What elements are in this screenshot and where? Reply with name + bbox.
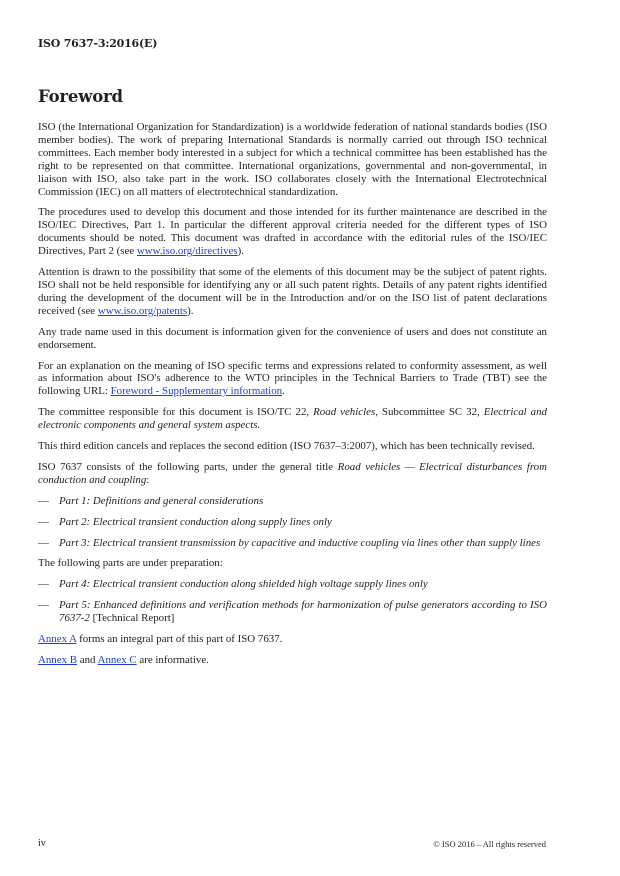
- paragraph-text: .: [282, 385, 285, 398]
- list-item-text: Part 1: Definitions and general considerations: [59, 494, 264, 507]
- parts-list: [38, 495, 547, 550]
- paragraph-conformity: [38, 360, 547, 399]
- paragraph-text: Attention is drawn to the possibility that some of the elements of this document may be the subject of patent rights. ISO shall not be held responsible for identifying any or all such patent rights. Details of any patent rights identified during the development of the document will be in the Introduction and/or on the ISO list of patent declarations received (see: [38, 266, 547, 317]
- paragraph-edition: This third edition cancels and replaces the second edition (ISO 7637–3:2007), which has been technically revised.: [38, 440, 535, 453]
- annex-c-link[interactable]: Annex C: [97, 654, 137, 666]
- list-item: [38, 537, 547, 550]
- paragraph-text: and: [77, 654, 98, 666]
- dash-bullet: —: [38, 536, 49, 549]
- paragraph-annex-bc: [38, 654, 547, 667]
- paragraph-text: ISO 7637 consists of the following parts, under the general title: [38, 460, 338, 473]
- dash-bullet: —: [38, 578, 49, 591]
- list-item: [38, 599, 547, 625]
- foreword-body: [38, 121, 547, 675]
- document-id-header: ISO 7637-3:2016(E): [38, 37, 158, 50]
- paragraph-patents: [38, 266, 547, 318]
- paragraph-text: For an explanation on the meaning of ISO specific terms and expressions related to conformity assessment, as well as information about ISO's adherence to the WTO principles in the Technical Barriers to Trade (TBT) see the following URL:: [38, 359, 547, 398]
- list-item-text: Part 2: Electrical transient conduction along supply lines only: [59, 515, 332, 528]
- subcommittee-name: Electrical and electronic components and general system aspects.: [38, 406, 547, 432]
- list-item-note: [Technical Report]: [89, 612, 175, 625]
- paragraph-text: ).: [237, 245, 244, 258]
- paragraph-text: forms an integral part of this part of ISO 7637.: [76, 633, 283, 646]
- list-item: [38, 516, 547, 529]
- paragraph-committee: [38, 406, 547, 432]
- list-item: [38, 578, 547, 591]
- dash-bullet: —: [38, 494, 49, 507]
- annex-b-link[interactable]: Annex B: [38, 654, 78, 666]
- paragraph-annex-a: [38, 633, 547, 646]
- paragraph-text: ).: [187, 304, 194, 317]
- paragraph-text: are informative.: [136, 654, 209, 666]
- paragraph-procedures: [38, 206, 547, 258]
- annex-a-link[interactable]: Annex A: [38, 633, 77, 646]
- dash-bullet: —: [38, 599, 49, 612]
- paragraph-trade-name: Any trade name used in this document is information given for the convenience of users and does not constitute an endorsement.: [38, 325, 547, 351]
- list-item-text: Part 5: Enhanced definitions and verification methods for harmonization of pulse generators according to ISO 7637-2: [59, 599, 547, 625]
- list-item: [38, 495, 547, 508]
- copyright-notice: © ISO 2016 – All rights reserved: [433, 839, 546, 849]
- general-title: Road vehicles — Electrical disturbances from conduction and coupling: [38, 460, 547, 486]
- paragraph-iso-intro: ISO (the International Organization for Standardization) is a worldwide federation of national standards bodies (ISO member bodies). The work of preparing International Standards is normally carried out through ISO technical committees. Each member body interested in a subject for which a technical committee has been established has the right to be represented on that committee. International organizations, governmental and non-governmental, in liaison with ISO, also take part in the work. ISO collaborates closely with the International Electrotechnical Commission (IEC) on all matters of electrotechnical standardization.: [38, 121, 547, 198]
- list-item-text: Part 3: Electrical transient transmission by capacitive and inductive coupling via lines other than supply lines: [59, 536, 541, 549]
- section-title: Foreword: [38, 87, 123, 106]
- paragraph-under-preparation: The following parts are under preparation:: [38, 557, 223, 570]
- page-number: iv: [38, 838, 46, 849]
- committee-name: Road vehicles: [313, 406, 376, 419]
- supplementary-info-link[interactable]: Foreword - Supplementary information: [110, 385, 283, 398]
- preparation-list: [38, 578, 547, 625]
- dash-bullet: —: [38, 515, 49, 528]
- paragraph-text: The procedures used to develop this document and those intended for its further maintenance are described in the ISO/IEC Directives, Part 1. In particular the different approval criteria needed for the different types of ISO documents should be noted. This document was drafted in accordance with the editorial rules of the ISO/IEC Directives, Part 2 (see: [38, 206, 547, 258]
- paragraph-text: :: [146, 473, 150, 486]
- paragraph-text: The committee responsible for this document is ISO/TC 22,: [38, 406, 314, 419]
- patents-link[interactable]: www.iso.org/patents: [97, 304, 188, 317]
- directives-link[interactable]: www.iso.org/directives: [136, 245, 238, 258]
- paragraph-parts-intro: [38, 461, 547, 487]
- paragraph-text: , Subcommittee SC 32,: [375, 406, 484, 419]
- list-item-text: Part 4: Electrical transient conduction along shielded high voltage supply lines only: [59, 578, 428, 591]
